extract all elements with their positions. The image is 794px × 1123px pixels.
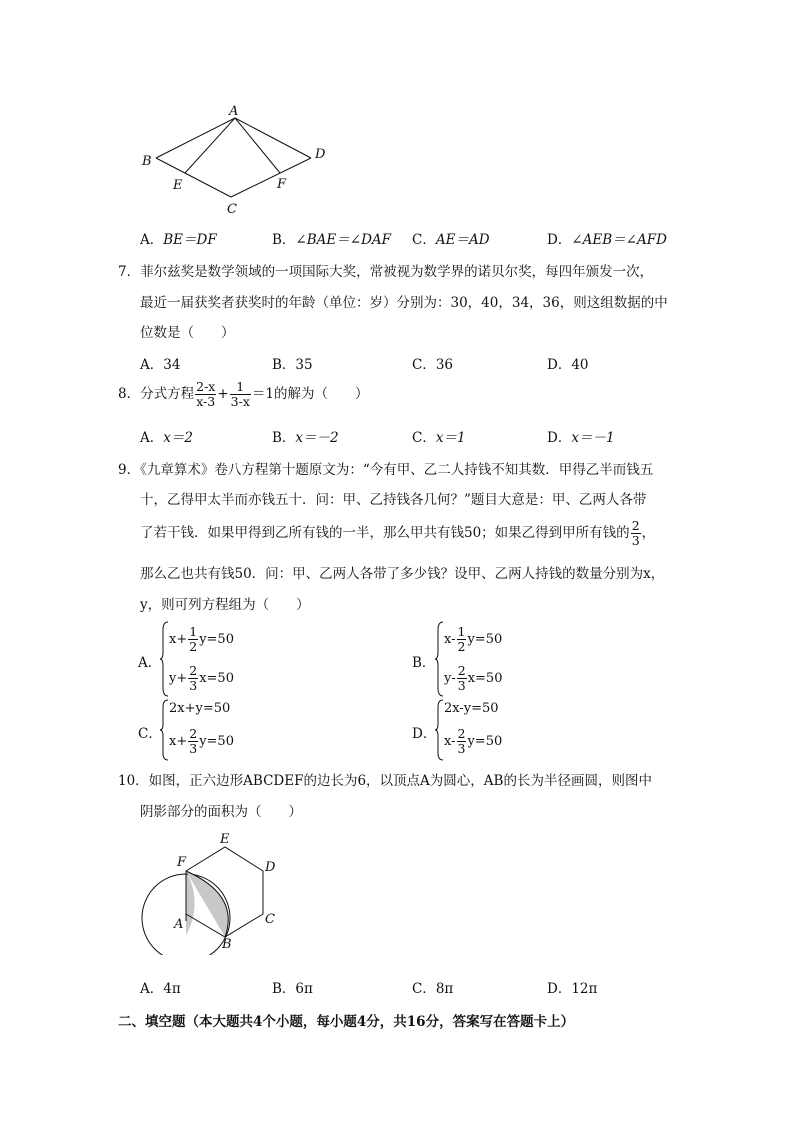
q8-option-a: A．x＝2 [140, 430, 193, 446]
section-2-heading: 二、填空题（本大题共4个小题，每小题4分，共16分，答案写在答题卡上） [118, 1014, 575, 1030]
q10-option-b: B．6π [272, 981, 313, 997]
q10-option-a: A．4π [140, 981, 181, 997]
q9-line2: 十，乙得甲太半而亦钱五十．问：甲、乙持钱各几何？”题目大意是：甲、乙两人各带 [140, 492, 647, 508]
label-F: F [277, 177, 287, 192]
q8-fraction-1: $\frac{2-x}{x-3}$ [196, 379, 216, 409]
q7-line2: 最近一届获奖者获奖时的年龄（单位：岁）分别为：30，40，34，36，则这组数据的中 [140, 295, 668, 311]
q6-option-c: C．AE＝AD [412, 232, 490, 248]
q7-option-d: D．40 [547, 357, 589, 373]
label-D: D [265, 860, 276, 875]
q10-line1: 10．如图，正六边形ABCDEF的边长为6，以顶点A为圆心，AB的长为半径画圆，则图中 [118, 773, 652, 789]
label-F: F [177, 855, 187, 870]
q8-fraction-2: $\frac{1}{3-x}$ [230, 379, 250, 409]
q7-option-c: C．36 [412, 357, 454, 373]
q9-option-a-key: A． [138, 655, 162, 671]
q10-option-c: C．8π [412, 981, 454, 997]
rhombus-figure [130, 100, 340, 220]
q10-line2: 阴影部分的面积为（ ） [140, 804, 302, 820]
q6-option-b: B．∠BAE＝∠DAF [272, 232, 392, 248]
q9-option-d-system: 2x-y=50 x- $\frac{2}{3}$ y=50 [435, 698, 555, 762]
q9-line5: y，则可列方程组为（ ） [140, 597, 310, 613]
label-D: D [315, 147, 326, 162]
label-E: E [173, 178, 183, 193]
q8-option-d: D．x＝－1 [547, 430, 615, 446]
q9-option-a-system: x+ $\frac{1}{2}$ y=50 y+ $\frac{2}{3}$ x=50 [160, 620, 280, 698]
q7-line3: 位数是（ ） [140, 325, 235, 341]
q6-option-a: A．BE＝DF [140, 232, 217, 248]
q7-option-a: A．34 [140, 357, 181, 373]
q9-option-d-key: D． [412, 726, 437, 742]
label-B: B [222, 937, 232, 952]
label-A: A [229, 104, 239, 119]
q10-option-d: D．12π [547, 981, 598, 997]
label-C: C [227, 202, 237, 217]
q9-line3: 了若干钱．如果甲得到乙所有钱的一半，那么甲共有钱50；如果乙得到甲所有钱的 $\frac{2}{3}$ ， [140, 518, 656, 548]
label-E: E [220, 832, 230, 847]
q7-option-b: B．35 [272, 357, 313, 373]
label-B: B [142, 154, 152, 169]
q9-option-c-key: C． [138, 726, 162, 742]
q9-option-c-system: 2x+y=50 x+ $\frac{2}{3}$ y=50 [160, 698, 280, 762]
q8-option-b: B．x＝－2 [272, 430, 339, 446]
q9-line4: 那么乙也共有钱50．问：甲、乙两人各带了多少钱？设甲、乙两人持钱的数量分别为x， [140, 566, 665, 582]
q9-fraction: $\frac{2}{3}$ [631, 518, 640, 548]
q9-option-b-key: B． [412, 655, 436, 671]
q8-stem: 8．分式方程 $\frac{2-x}{x-3}$ + $\frac{1}{3-x}$ ＝1的解为（ ） [118, 379, 369, 409]
label-A: A [174, 917, 184, 932]
hexagon-circle-figure [130, 825, 290, 955]
q6-option-d: D．∠AEB＝∠AFD [547, 232, 667, 248]
label-C: C [265, 912, 275, 927]
q9-option-b-system: x- $\frac{1}{2}$ y=50 y- $\frac{2}{3}$ x=50 [435, 620, 555, 698]
q7-line1: 7．菲尔兹奖是数学领域的一项国际大奖，常被视为数学界的诺贝尔奖，每四年颁发一次， [118, 264, 654, 280]
q9-line1: 9．《九章算术》卷八方程第十题原文为：“今有甲、乙二人持钱不知其数．甲得乙半而钱五 [118, 462, 654, 478]
q8-option-c: C．x＝1 [412, 430, 466, 446]
